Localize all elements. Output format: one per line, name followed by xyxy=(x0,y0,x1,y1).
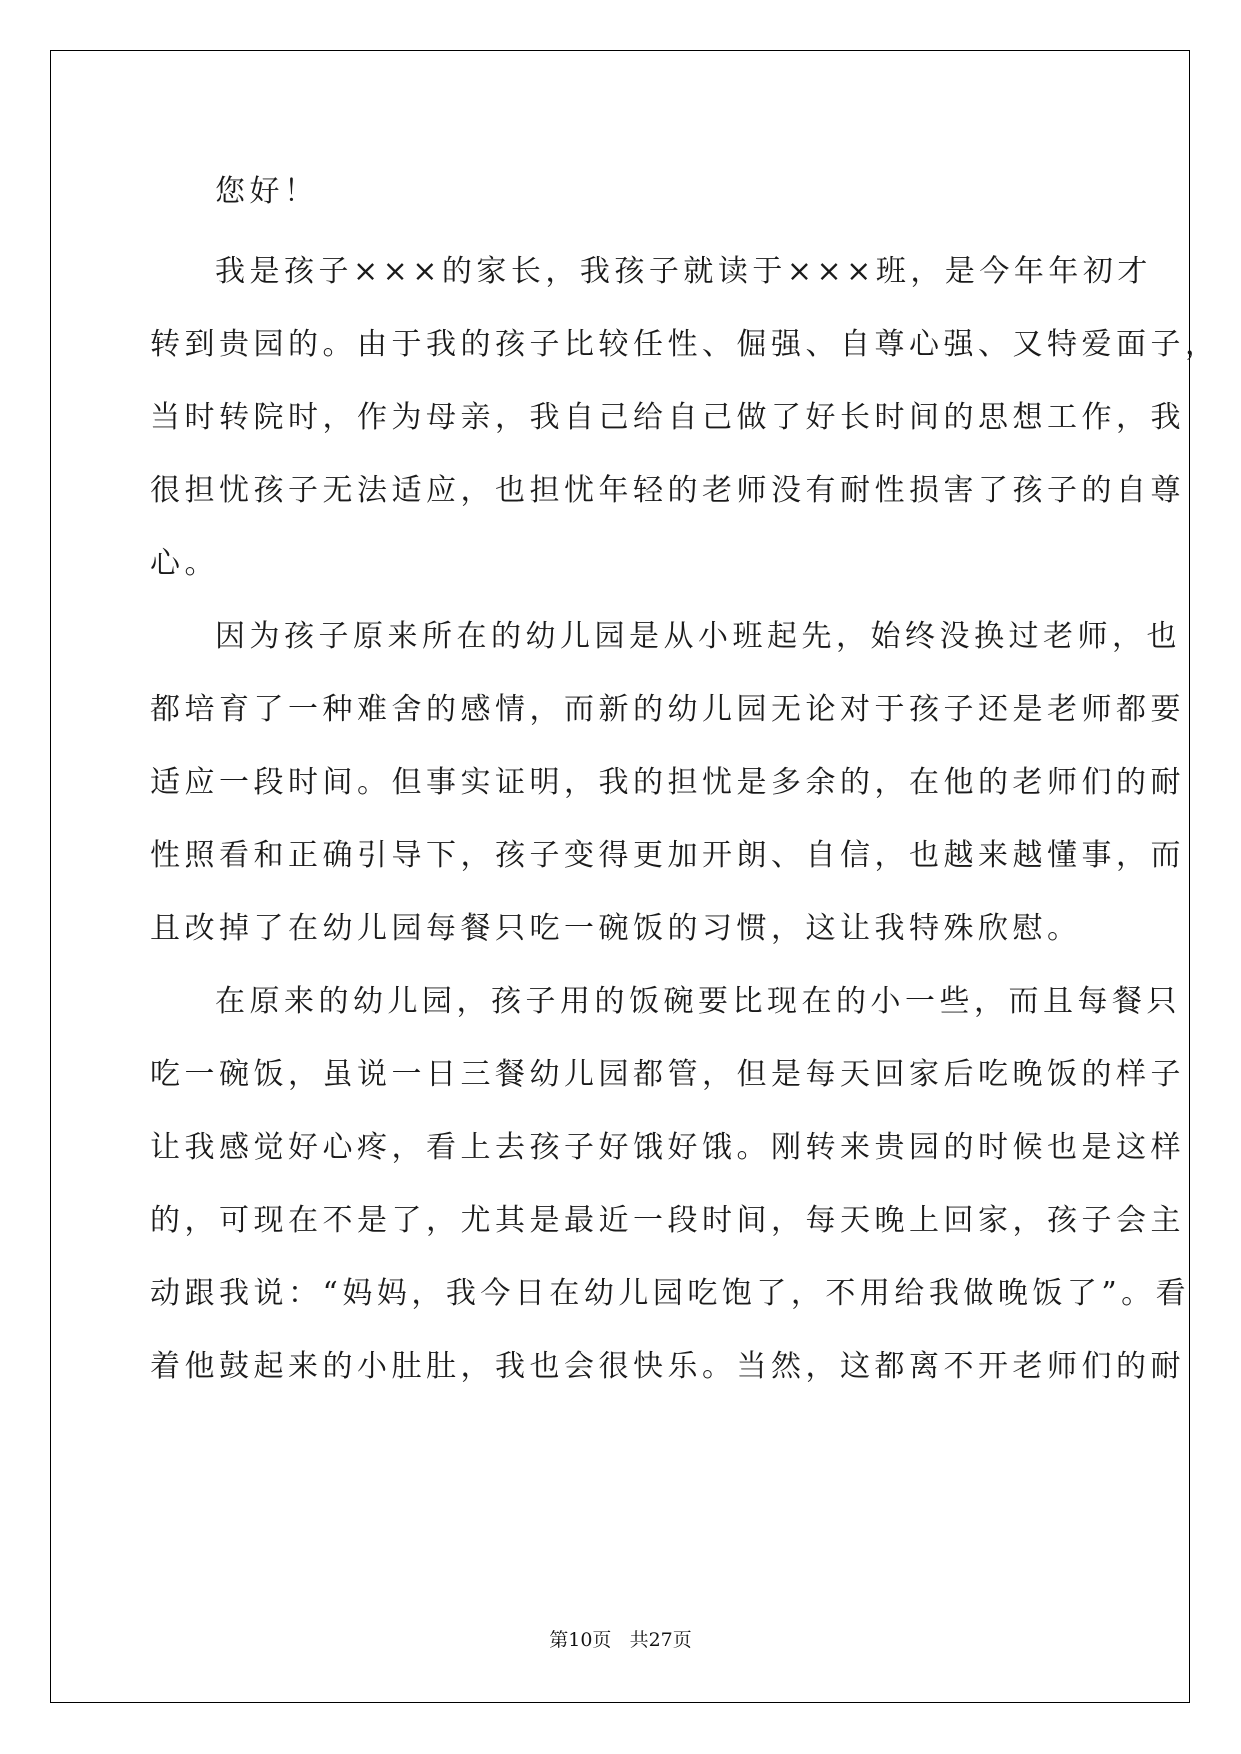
paragraph-3-line-6: 着他鼓起来的小肚肚，我也会很快乐。当然，这都离不开老师们的耐 xyxy=(150,1349,1185,1384)
paragraph-2-line-1: 因为孩子原来所在的幼儿园是从小班起先，始终没换过老师，也 xyxy=(215,619,1181,654)
greeting-line: 您好！ xyxy=(215,174,319,209)
paragraph-1-line-1: 我是孩子×××的家长，我孩子就读于×××班，是今年年初才 xyxy=(215,254,1152,289)
paragraph-3-line-5: 动跟我说：“妈妈，我今日在幼儿园吃饱了，不用给我做晚饭了”。看 xyxy=(150,1276,1191,1311)
paragraph-3-line-1: 在原来的幼儿园，孩子用的饭碗要比现在的小一些，而且每餐只 xyxy=(215,984,1181,1019)
paragraph-1-line-5: 心。 xyxy=(150,546,219,581)
paragraph-2-line-4: 性照看和正确引导下，孩子变得更加开朗、自信，也越来越懂事，而 xyxy=(150,838,1185,873)
paragraph-2-line-2: 都培育了一种难舍的感情，而新的幼儿园无论对于孩子还是老师都要 xyxy=(150,692,1185,727)
paragraph-2-line-5: 且改掉了在幼儿园每餐只吃一碗饭的习惯，这让我特殊欣慰。 xyxy=(150,911,1082,946)
page-number: 第10页 xyxy=(549,1629,612,1651)
paragraph-3-line-4: 的，可现在不是了，尤其是最近一段时间，每天晚上回家，孩子会主 xyxy=(150,1203,1185,1238)
paragraph-1-line-2: 转到贵园的。由于我的孩子比较任性、倔强、自尊心强、又特爱面子， xyxy=(150,327,1220,362)
page-border xyxy=(50,50,1220,1703)
paragraph-1-line-3: 当时转院时，作为母亲，我自己给自己做了好长时间的思想工作，我 xyxy=(150,400,1185,435)
paragraph-3-line-2: 吃一碗饭，虽说一日三餐幼儿园都管，但是每天回家后吃晚饭的样子 xyxy=(150,1057,1185,1092)
paragraph-2-line-3: 适应一段时间。但事实证明，我的担忧是多余的，在他的老师们的耐 xyxy=(150,765,1185,800)
page-total: 共27页 xyxy=(629,1629,692,1651)
paragraph-3-line-3: 让我感觉好心疼，看上去孩子好饿好饿。刚转来贵园的时候也是这样 xyxy=(150,1130,1185,1165)
page-footer xyxy=(0,1628,1241,1652)
paragraph-1-line-4: 很担忧孩子无法适应，也担忧年轻的老师没有耐性损害了孩子的自尊 xyxy=(150,473,1185,508)
